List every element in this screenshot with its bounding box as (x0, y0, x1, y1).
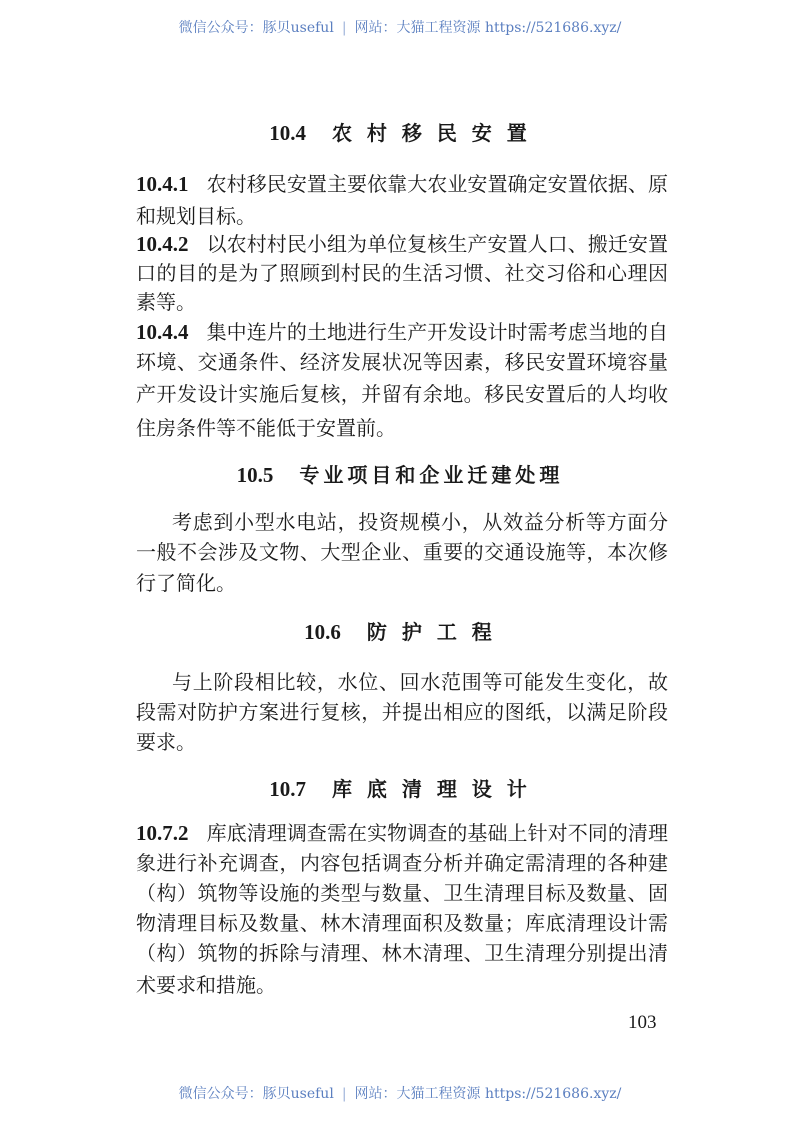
clause-number: 10.7.2 (136, 821, 189, 845)
section-title: 农 村 移 民 安 置 (331, 121, 531, 145)
clause-number: 10.4.4 (136, 320, 189, 344)
section-number: 10.5 (236, 463, 274, 487)
line-text: 产开发设计实施后复核，并留有余地。移民安置后的人均收 (136, 382, 668, 406)
line-text: 段需对防护方案进行复核，并提出相应的图纸，以满足阶段 (136, 700, 668, 724)
text-line (136, 287, 668, 317)
line-text: 象进行补充调查，内容包括调查分析并确定需清理的各种建 (136, 851, 668, 875)
watermark-site: 网站：大猫工程资源 https://521686.xyz/ (354, 1086, 622, 1102)
watermark-bottom (0, 1083, 800, 1103)
text-line (136, 169, 668, 199)
text-line (136, 818, 668, 848)
section-title: 防 护 工 程 (366, 620, 496, 644)
text-line (136, 258, 668, 288)
line-text: 农村移民安置主要依靠大农业安置确定安置依据、原 (206, 172, 668, 196)
line-text: 物清理目标及数量、林木清理面积及数量；库底清理设计需 (136, 911, 668, 935)
line-text: 集中连片的土地进行生产开发设计时需考虑当地的自 (206, 320, 668, 344)
line-text: 口的目的是为了照顾到村民的生活习惯、社交习俗和心理因 (136, 261, 668, 285)
section-number: 10.4 (269, 121, 306, 145)
section-heading (0, 118, 800, 148)
line-text: 一般不会涉及文物、大型企业、重要的交通设施等，本次修 (136, 540, 668, 564)
section-heading (0, 460, 800, 490)
text-line (136, 379, 668, 409)
text-line (136, 537, 668, 567)
watermark-site: 网站：大猫工程资源 https://521686.xyz/ (354, 20, 622, 36)
watermark-separator: | (341, 20, 347, 36)
text-line (172, 667, 668, 697)
line-text: 住房条件等不能低于安置前。 (136, 416, 396, 440)
text-line (136, 908, 668, 938)
section-heading (0, 617, 800, 647)
text-line (136, 317, 668, 347)
section-title: 专业项目和企业迁建处理 (299, 463, 564, 487)
text-line (136, 413, 668, 443)
text-line (136, 568, 668, 598)
text-line (136, 229, 668, 259)
line-text: 库底清理调查需在实物调查的基础上针对不同的清理 (206, 821, 668, 845)
line-text: 行了简化。 (136, 571, 236, 595)
section-heading (0, 774, 800, 804)
text-line (172, 507, 668, 537)
line-text: 考虑到小型水电站，投资规模小，从效益分析等方面分 (172, 510, 668, 534)
line-text: 以农村村民小组为单位复核生产安置人口、搬迁安置 (206, 232, 668, 256)
section-number: 10.6 (304, 620, 341, 644)
text-line (136, 727, 668, 757)
line-text: 术要求和措施。 (136, 973, 276, 997)
line-text: 和规划目标。 (136, 204, 256, 228)
watermark-top (0, 17, 800, 37)
text-line (136, 878, 668, 908)
section-title: 库 底 清 理 设 计 (331, 777, 531, 801)
line-text: 素等。 (136, 290, 196, 314)
watermark-wechat: 微信公众号：豚贝useful (178, 1086, 334, 1102)
text-line (136, 697, 668, 727)
line-text: 要求。 (136, 730, 196, 754)
section-number: 10.7 (269, 777, 306, 801)
watermark-separator: | (341, 1086, 347, 1102)
line-text: 环境、交通条件、经济发展状况等因素，移民安置环境容量 (136, 350, 668, 374)
text-line (136, 347, 668, 377)
clause-number: 10.4.2 (136, 232, 189, 256)
line-text: 与上阶段相比较，水位、回水范围等可能发生变化，故 (172, 670, 668, 694)
text-line (136, 970, 668, 1000)
clause-number: 10.4.1 (136, 172, 189, 196)
page-number: 103 (628, 1012, 657, 1033)
text-line (136, 848, 668, 878)
text-line (136, 201, 668, 231)
text-line (136, 938, 668, 968)
line-text: （构）筑物的拆除与清理、林木清理、卫生清理分别提出清 (136, 941, 668, 965)
watermark-wechat: 微信公众号：豚贝useful (178, 20, 334, 36)
line-text: （构）筑物等设施的类型与数量、卫生清理目标及数量、固 (136, 881, 668, 905)
